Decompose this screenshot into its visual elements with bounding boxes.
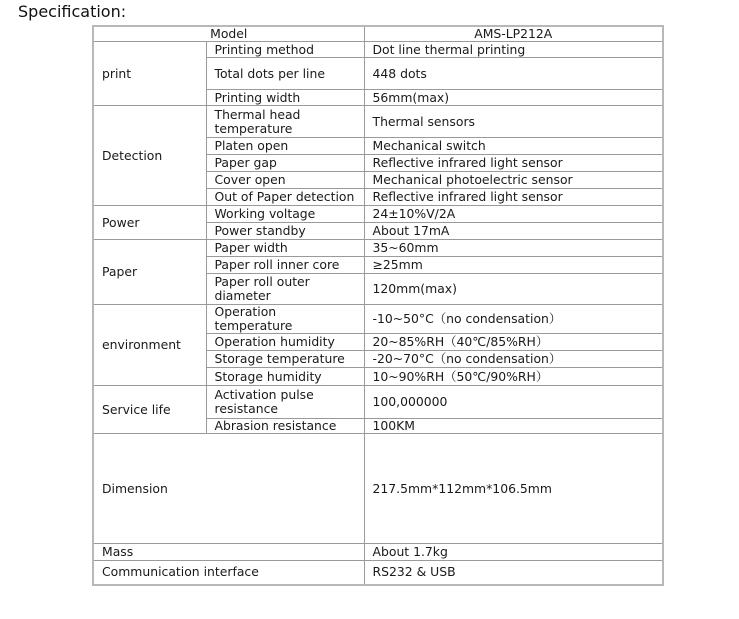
group-power: Power [93, 206, 206, 240]
spec-label: Printing width [206, 90, 364, 106]
model-value: AMS-LP212A [364, 26, 663, 42]
spec-label: Out of Paper detection [206, 189, 364, 206]
spec-value: 20~85%RH（40℃/85%RH） [364, 334, 663, 351]
spec-value: 120mm(max) [364, 274, 663, 305]
spec-label: Paper width [206, 240, 364, 257]
spec-value: ≥25mm [364, 257, 663, 274]
mass-row [93, 544, 663, 561]
dimension-row [93, 434, 663, 544]
spec-row [93, 386, 663, 419]
mass-label: Mass [93, 544, 364, 561]
spec-label: Operation humidity [206, 334, 364, 351]
spec-value: 448 dots [364, 58, 663, 90]
spec-value: 24±10%V/2A [364, 206, 663, 223]
spec-table [92, 25, 664, 586]
spec-label: Paper roll inner core [206, 257, 364, 274]
spec-row [93, 42, 663, 58]
spec-value: Mechanical switch [364, 138, 663, 155]
communication-label: Communication interface [93, 561, 364, 585]
spec-table-container [92, 25, 662, 586]
spec-label: Working voltage [206, 206, 364, 223]
spec-value: 35~60mm [364, 240, 663, 257]
spec-label: Printing method [206, 42, 364, 58]
spec-label: Paper gap [206, 155, 364, 172]
spec-label: Platen open [206, 138, 364, 155]
spec-row [93, 305, 663, 334]
spec-label: Thermal head temperature [206, 106, 364, 138]
spec-label: Storage humidity [206, 368, 364, 386]
spec-row [93, 106, 663, 138]
spec-value: Reflective infrared light sensor [364, 155, 663, 172]
spec-value: -20~70°C（no condensation） [364, 351, 663, 368]
group-detection: Detection [93, 106, 206, 206]
model-row [93, 26, 663, 42]
spec-label: Activation pulse resistance [206, 386, 364, 419]
mass-value: About 1.7kg [364, 544, 663, 561]
spec-row [93, 240, 663, 257]
spec-value: Thermal sensors [364, 106, 663, 138]
spec-label: Total dots per line [206, 58, 364, 90]
spec-value: Mechanical photoelectric sensor [364, 172, 663, 189]
spec-value: Reflective infrared light sensor [364, 189, 663, 206]
communication-row [93, 561, 663, 585]
group-service-life: Service life [93, 386, 206, 434]
group-environment: environment [93, 305, 206, 386]
spec-value: 56mm(max) [364, 90, 663, 106]
spec-row [93, 206, 663, 223]
spec-label: Cover open [206, 172, 364, 189]
spec-label: Paper roll outer diameter [206, 274, 364, 305]
spec-label: Power standby [206, 223, 364, 240]
group-print: print [93, 42, 206, 106]
model-label: Model [93, 26, 364, 42]
spec-label: Abrasion resistance [206, 419, 364, 434]
page-title: Specification: [18, 2, 127, 21]
group-paper: Paper [93, 240, 206, 305]
spec-value: About 17mA [364, 223, 663, 240]
spec-value: 100,000000 [364, 386, 663, 419]
dimension-label: Dimension [93, 434, 364, 544]
spec-label: Storage temperature [206, 351, 364, 368]
communication-value: RS232 & USB [364, 561, 663, 585]
spec-label: Operation temperature [206, 305, 364, 334]
dimension-value: 217.5mm*112mm*106.5mm [364, 434, 663, 544]
spec-value: 100KM [364, 419, 663, 434]
spec-value: Dot line thermal printing [364, 42, 663, 58]
spec-value: 10~90%RH（50℃/90%RH） [364, 368, 663, 386]
spec-value: -10~50°C（no condensation） [364, 305, 663, 334]
